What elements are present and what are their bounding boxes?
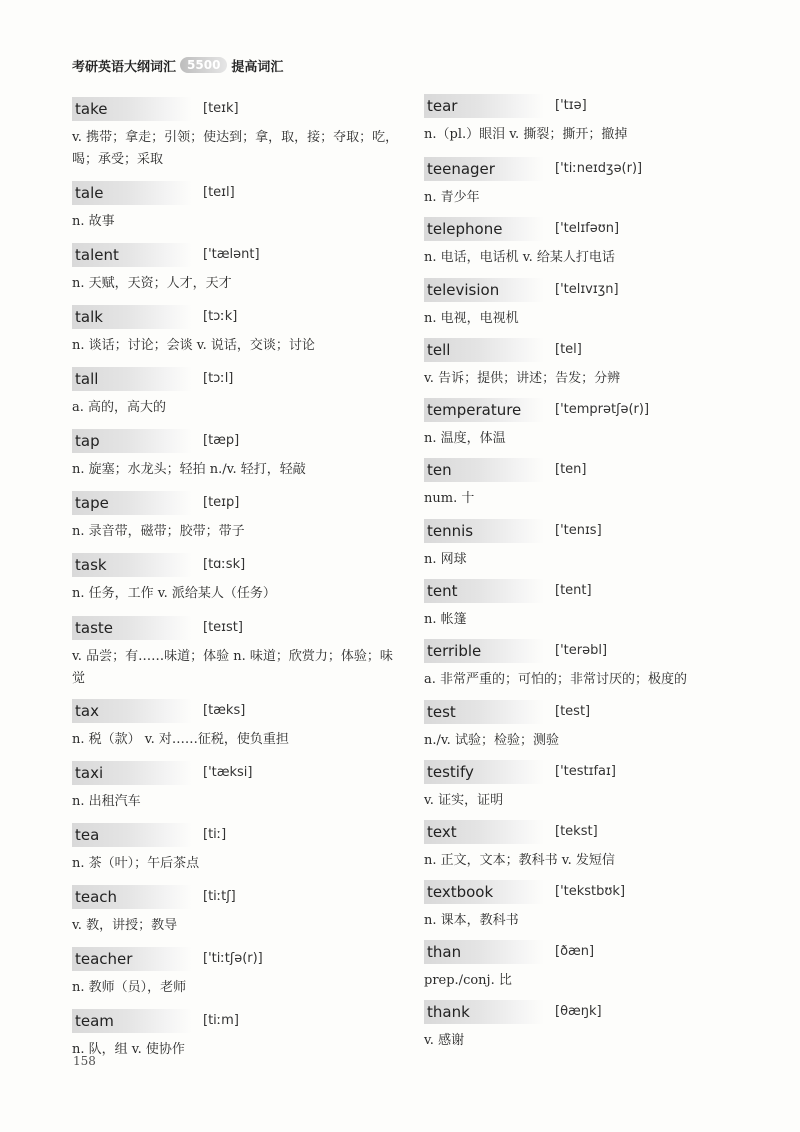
entry-headword-row	[72, 491, 402, 517]
phonetic: ['tekstbʊk]	[555, 884, 626, 899]
entry-headword-row	[424, 157, 744, 183]
headword: than	[424, 940, 544, 964]
entry-headword-row	[72, 97, 402, 123]
dictionary-entry	[424, 820, 744, 872]
dictionary-entry	[424, 760, 744, 812]
phonetic: [teɪst]	[203, 620, 243, 635]
definition: n. 电视，电视机	[424, 311, 519, 326]
headword: teacher	[72, 947, 192, 971]
definition: n. 税（款） v. 对……征税，使负重担	[72, 732, 289, 747]
phonetic: [tæks]	[203, 703, 246, 718]
phonetic: [test]	[555, 704, 591, 719]
definition: n. 帐篷	[424, 612, 467, 627]
definition: n. 茶（叶）；午后茶点	[72, 856, 200, 871]
headword: talk	[72, 305, 192, 329]
dictionary-entry	[72, 97, 402, 171]
phonetic: ['telɪvɪʒn]	[555, 282, 619, 297]
definition: n. 网球	[424, 552, 467, 567]
dictionary-entry	[424, 700, 744, 752]
dictionary-entry	[424, 338, 744, 390]
headword: testify	[424, 760, 544, 784]
phonetic: ['tenɪs]	[555, 523, 602, 538]
phonetic: [θæŋk]	[555, 1004, 602, 1019]
phonetic: ['tɪə]	[555, 98, 587, 113]
headword: tear	[424, 94, 544, 118]
dictionary-entry	[72, 761, 402, 813]
dictionary-entry	[424, 217, 744, 269]
entry-headword-row	[424, 278, 744, 304]
dictionary-entry	[424, 880, 744, 932]
headword: tent	[424, 579, 544, 603]
header-title: 考研英语大纲词汇	[72, 59, 177, 75]
entry-headword-row	[72, 429, 402, 455]
dictionary-entry	[424, 639, 744, 691]
definition: n. 出租汽车	[72, 794, 141, 809]
definition: n.（pl.）眼泪 v. 撕裂；撕开；撤掉	[424, 127, 628, 142]
entry-headword-row	[72, 947, 402, 973]
headword: teenager	[424, 157, 544, 181]
entry-headword-row	[424, 458, 744, 484]
definition: n. 录音带，磁带；胶带；带子	[72, 524, 245, 539]
phonetic: [ðæn]	[555, 944, 595, 959]
definition: n. 正文，文本；教科书 v. 发短信	[424, 853, 615, 868]
dictionary-entry	[424, 398, 744, 450]
dictionary-entry	[424, 519, 744, 571]
phonetic: [ten]	[555, 462, 587, 477]
phonetic: [tiːtʃ]	[203, 889, 236, 904]
headword: tea	[72, 823, 192, 847]
entry-headword-row	[72, 367, 402, 393]
definition: v. 证实，证明	[424, 793, 504, 808]
dictionary-entry	[72, 553, 402, 605]
entry-headword-row	[424, 94, 744, 120]
dictionary-entry	[424, 940, 744, 992]
definition: n. 教师（员），老师	[72, 980, 187, 995]
phonetic: ['terəbl]	[555, 643, 608, 658]
headword: television	[424, 278, 544, 302]
phonetic: [tɔːk]	[203, 309, 238, 324]
headword: thank	[424, 1000, 544, 1024]
header-subtitle: 提高词汇	[231, 59, 284, 75]
headword: taxi	[72, 761, 192, 785]
dictionary-entry	[424, 458, 744, 510]
entry-headword-row	[424, 338, 744, 364]
entry-headword-row	[72, 761, 402, 787]
phonetic: [tɔːl]	[203, 371, 234, 386]
definition: n. 队，组 v. 使协作	[72, 1042, 185, 1057]
entry-headword-row	[72, 1009, 402, 1035]
phonetic: ['temprətʃə(r)]	[555, 402, 650, 417]
headword: tall	[72, 367, 192, 391]
dictionary-entry	[424, 579, 744, 631]
headword: taste	[72, 616, 192, 640]
headword: team	[72, 1009, 192, 1033]
definition: n. 电话，电话机 v. 给某人打电话	[424, 250, 615, 265]
entry-headword-row	[72, 305, 402, 331]
headword: tap	[72, 429, 192, 453]
definition: n. 旋塞；水龙头；轻拍 n./v. 轻打，轻敲	[72, 462, 306, 477]
headword: task	[72, 553, 192, 577]
entry-headword-row	[424, 820, 744, 846]
phonetic: [tiːm]	[203, 1013, 239, 1028]
phonetic: [tel]	[555, 342, 582, 357]
phonetic: [teɪp]	[203, 495, 240, 510]
definition: n. 故事	[72, 214, 115, 229]
definition: a. 非常严重的；可怕的；非常讨厌的；极度的	[424, 672, 688, 687]
entry-headword-row	[424, 880, 744, 906]
page-header	[72, 54, 283, 76]
entry-headword-row	[72, 181, 402, 207]
phonetic: [tɑːsk]	[203, 557, 246, 572]
phonetic: [tent]	[555, 583, 592, 598]
dictionary-entry	[72, 947, 402, 999]
dictionary-entry	[424, 94, 744, 146]
entry-headword-row	[424, 1000, 744, 1026]
phonetic: ['tælənt]	[203, 247, 260, 262]
definition: v. 教，讲授；教导	[72, 918, 178, 933]
definition: a. 高的，高大的	[72, 400, 167, 415]
definition: n./v. 试验；检验；测验	[424, 733, 559, 748]
phonetic: [teɪk]	[203, 101, 239, 116]
dictionary-entry	[424, 1000, 744, 1052]
entry-headword-row	[424, 217, 744, 243]
definition: v. 携带；拿走；引领；使达到；拿，取，接；夺取；吃，喝；承受；采取	[72, 130, 399, 167]
dictionary-entry	[72, 305, 402, 357]
dictionary-entry	[72, 243, 402, 295]
definition: n. 天赋，天资；人才，天才	[72, 276, 232, 291]
definition: n. 青少年	[424, 190, 480, 205]
headword: tell	[424, 338, 544, 362]
dictionary-entry	[72, 823, 402, 875]
definition: v. 品尝；有……味道；体验 n. 味道；欣赏力；体验；味觉	[72, 649, 393, 686]
definition: v. 告诉；提供；讲述；告发；分辨	[424, 371, 621, 386]
dictionary-entry	[72, 1009, 402, 1061]
headword: tennis	[424, 519, 544, 543]
dictionary-entry	[72, 885, 402, 937]
dictionary-entry	[72, 491, 402, 543]
definition: n. 课本，教科书	[424, 913, 519, 928]
entry-headword-row	[72, 823, 402, 849]
definition: v. 感谢	[424, 1033, 465, 1048]
header-badge: 5500	[180, 57, 227, 73]
phonetic: ['tiːneɪdʒə(r)]	[555, 161, 643, 176]
headword: telephone	[424, 217, 544, 241]
entry-headword-row	[424, 519, 744, 545]
entry-headword-row	[72, 553, 402, 579]
phonetic: ['testɪfaɪ]	[555, 764, 616, 779]
dictionary-entry	[424, 278, 744, 330]
entry-headword-row	[424, 700, 744, 726]
entry-headword-row	[424, 940, 744, 966]
entry-headword-row	[424, 579, 744, 605]
definition: n. 任务，工作 v. 派给某人（任务）	[72, 586, 276, 601]
entry-headword-row	[424, 760, 744, 786]
definition: prep./conj. 比	[424, 973, 512, 988]
page-number: 158	[73, 1054, 96, 1068]
headword: textbook	[424, 880, 544, 904]
headword: ten	[424, 458, 544, 482]
headword: text	[424, 820, 544, 844]
dictionary-entry	[72, 616, 402, 690]
dictionary-entry	[72, 429, 402, 481]
definition: n. 谈话；讨论；会谈 v. 说话，交谈；讨论	[72, 338, 315, 353]
headword: temperature	[424, 398, 544, 422]
dictionary-entry	[424, 157, 744, 209]
headword: take	[72, 97, 192, 121]
phonetic: ['tæksi]	[203, 765, 253, 780]
headword: terrible	[424, 639, 544, 663]
headword: tax	[72, 699, 192, 723]
entry-headword-row	[424, 398, 744, 424]
headword: tale	[72, 181, 192, 205]
entry-headword-row	[72, 885, 402, 911]
definition: n. 温度，体温	[424, 431, 506, 446]
dictionary-entry	[72, 367, 402, 419]
phonetic: ['tiːtʃə(r)]	[203, 951, 263, 966]
headword: teach	[72, 885, 192, 909]
dictionary-entry	[72, 699, 402, 751]
headword: test	[424, 700, 544, 724]
phonetic: [tiː]	[203, 827, 227, 842]
entry-headword-row	[72, 243, 402, 269]
dictionary-entry	[72, 181, 402, 233]
phonetic: [teɪl]	[203, 185, 235, 200]
phonetic: ['telɪfəʊn]	[555, 221, 620, 236]
headword: tape	[72, 491, 192, 515]
phonetic: [tekst]	[555, 824, 598, 839]
entry-headword-row	[72, 616, 402, 642]
entry-headword-row	[72, 699, 402, 725]
entry-headword-row	[424, 639, 744, 665]
phonetic: [tæp]	[203, 433, 240, 448]
definition: num. 十	[424, 491, 475, 506]
headword: talent	[72, 243, 192, 267]
